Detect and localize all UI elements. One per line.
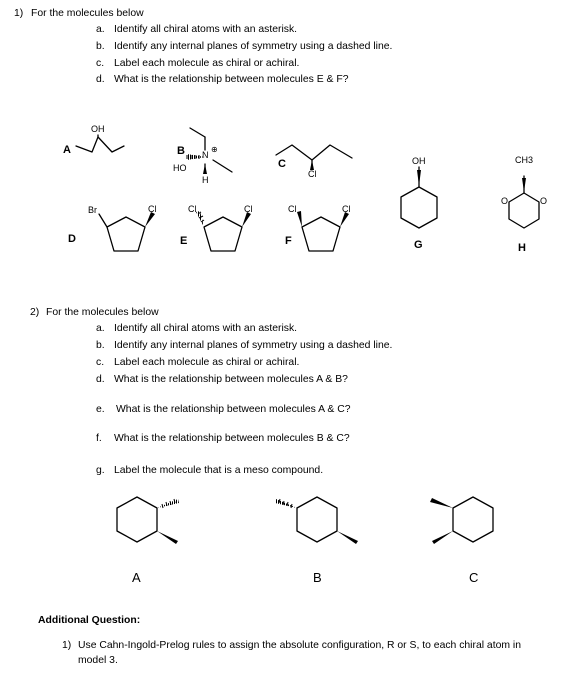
atom-br-d: Br [88,205,97,215]
q2-label-c: C [469,570,479,585]
atom-cl-f-right: Cl [342,204,351,214]
molecule-g-ring [401,187,437,228]
q2-a-wedge [157,531,178,544]
molecule-e [204,217,242,251]
molecule-e-ring [204,217,242,251]
q1-item-a: Identify all chiral atoms with an asterisk. [114,24,298,35]
q2-intro: For the molecules below [46,307,159,318]
q2-item-g: Label the molecule that is a meso compound. [114,465,324,476]
label-molecule-f: F [285,235,292,247]
label-molecule-c: C [278,158,286,170]
atom-o-h-right: O [540,196,548,206]
molecule-f-wedge-left [297,211,302,227]
molecule-b-top-bond [190,128,205,137]
atom-h-b: H [202,175,209,185]
q1-item-d: What is the relationship between molecules E & F? [114,74,349,85]
q2-molecule-a [117,497,157,542]
molecule-d-wedge-cl [145,212,155,227]
q1-item-d-mark: d. [96,74,105,85]
additional-line-2: model 3. [78,655,118,666]
q2-item-e: What is the relationship between molecules A & C? [116,404,351,415]
molecule-d-ring [107,217,145,251]
q1-intro: For the molecules below [31,8,144,19]
molecule-c-skeleton [276,145,352,160]
molecule-f [302,217,340,251]
atom-cl-e-left: Cl [188,204,197,214]
q2-c-wedge-top [430,498,453,508]
q2-item-c: Label each molecule as chiral or achiral. [114,357,300,368]
molecule-c [276,145,352,165]
q2-item-a: Identify all chiral atoms with an asterisk. [114,323,298,334]
q2-a-hash [157,499,179,508]
q2-b-wedge [337,531,358,544]
q2-item-c-mark: c. [96,357,105,368]
atom-cl-e-right: Cl [244,204,253,214]
q2-ring-b [297,497,337,542]
molecule-e-hash [196,211,204,227]
label-molecule-b: B [177,145,185,157]
q2-item-b-mark: b. [96,340,105,351]
atom-oh-a: OH [91,124,105,134]
q2-item-f-mark: f. [96,433,102,444]
q1-item-b-mark: b. [96,41,105,52]
atom-ch3-h: CH3 [515,155,534,165]
q2-item-b: Identify any internal planes of symmetry using a dashed line. [114,340,393,351]
q2-item-d-mark: d. [96,374,105,385]
molecule-d [99,214,145,251]
additional-number: 1) [62,640,72,651]
molecule-b-wedge-h [203,164,207,174]
molecule-h-wedge [522,178,526,192]
atom-cl-c: Cl [308,169,317,179]
q2-item-d: What is the relationship between molecules A & B? [114,374,348,385]
q2-c-wedge-bottom [432,531,453,544]
molecule-f-ring [302,217,340,251]
additional-line-1: Use Cahn-Ingold-Prelog rules to assign the absolute configuration, R or S, to each chiral atom in [78,640,521,651]
q1-item-c: Label each molecule as chiral or achiral. [114,58,300,69]
molecule-h-ring [509,193,539,228]
label-molecule-g: G [414,239,423,251]
atom-n-b: N [202,150,209,160]
atom-cl-d: Cl [148,204,157,214]
q2-number: 2) [30,307,40,318]
q2-item-f: What is the relationship between molecules B & C? [114,433,350,444]
q2-molecule-b [297,497,337,542]
atom-oh-g: OH [412,156,426,166]
molecule-g-wedge [417,170,421,186]
label-molecule-e: E [180,235,188,247]
atom-o-h-left: O [501,196,509,206]
atom-ho-b: HO [173,163,187,173]
label-molecule-h: H [518,242,526,254]
q1-item-a-mark: a. [96,24,105,35]
molecule-f-wedge-right [340,212,349,227]
molecule-b-right-bond [213,160,232,172]
q2-item-g-mark: g. [96,465,105,476]
atom-cl-f-left: Cl [288,204,297,214]
molecule-e-wedge [242,212,251,227]
q2-item-e-mark: e. [96,404,105,415]
q2-label-b: B [313,570,322,585]
atom-plus-b: ⊕ [211,145,218,154]
additional-heading: Additional Question: [38,615,141,626]
q2-label-a: A [132,570,141,585]
q1-item-c-mark: c. [96,58,105,69]
q2-ring-a [117,497,157,542]
label-molecule-d: D [68,233,76,245]
molecule-a [76,135,124,152]
q2-item-a-mark: a. [96,323,105,334]
molecule-a-skeleton [76,137,124,152]
label-molecule-a: A [63,144,71,156]
q2-ring-c [453,497,493,542]
q2-molecule-c [453,497,493,542]
q1-number: 1) [14,8,24,19]
q2-b-hash [275,499,297,508]
q1-item-b: Identify any internal planes of symmetry using a dashed line. [114,41,393,52]
